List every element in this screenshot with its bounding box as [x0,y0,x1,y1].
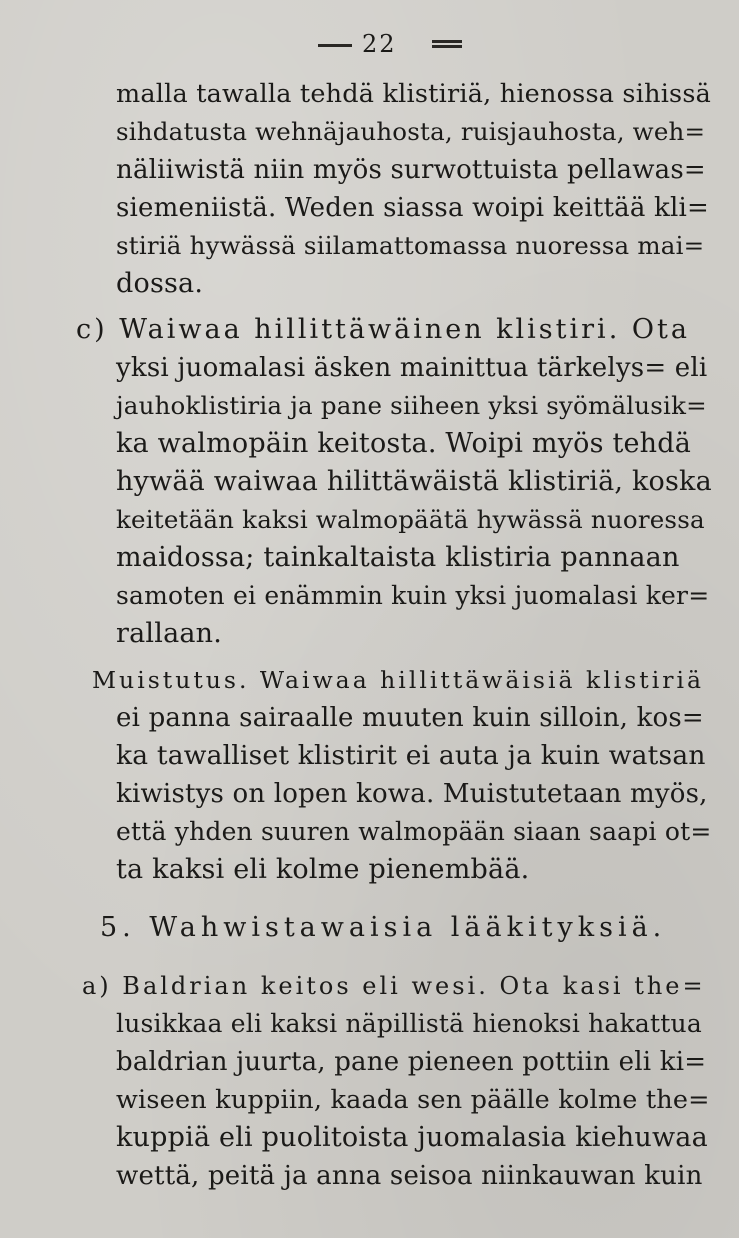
header-rule-right [432,40,462,48]
text-line: näliiwistä niin myös surwottuista pellawas= [116,155,706,185]
text-line: malla tawalla tehdä klistiriä, hienossa sihissä [116,79,712,109]
page-number: 22 [362,30,397,58]
text-line: yksi juomalasi äsken mainittua tärkelys= eli [116,353,708,383]
note-heading-line: Muistutus. Waiwaa hillittäwäisiä klistiriä [92,666,705,694]
text-line: hywää waiwaa hilittäwäistä klistiriä, koska [116,466,712,497]
text-line: siemeniistä. Weden siassa woipi keittää kli= [116,193,709,223]
section-5-heading: 5. Wahwistawaisia lääkityksiä. [100,912,667,943]
text-line: keitetään kaksi walmopäätä hywässä nuoressa [116,505,705,534]
text-line: kiwistys on lopen kowa. Muistutetaan myös, [116,779,708,809]
text-line: rallaan. [116,618,223,649]
text-line: baldrian juurta, pane pieneen pottiin eli ki= [116,1047,707,1077]
text-line: wettä, peitä ja anna seisoa niinkauwan kuin [116,1161,703,1191]
text-line: samoten ei enämmin kuin yksi juomalasi ker= [116,581,710,610]
header-rule-left [318,44,352,47]
text-line: sihdatusta wehnäjauhosta, ruisjauhosta, weh= [116,117,706,146]
text-line: ka tawalliset klistirit ei auta ja kuin watsan [116,740,706,771]
section-a-heading-line: a) Baldrian keitos eli wesi. Ota kasi the= [82,972,706,1000]
text-line: wiseen kuppiin, kaada sen päälle kolme the= [116,1085,710,1115]
section-c-heading-line: c) Waiwaa hillittäwäinen klistiri. Ota [76,314,690,345]
text-line: ta kaksi eli kolme pienembää. [116,854,530,885]
text-line: ei panna sairaalle muuten kuin silloin, kos= [116,703,704,733]
text-line: dossa. [116,268,204,299]
text-line: jauhoklistiria ja pane siiheen yksi syömälusik= [116,391,707,420]
text-line: lusikkaa eli kaksi näpillistä hienoksi hakattua [116,1009,702,1038]
page-header [0,30,739,60]
text-line: maidossa; tainkaltaista klistiria pannaan [116,542,680,573]
text-line: ka walmopäin keitosta. Woipi myös tehdä [116,428,692,459]
text-line: että yhden suuren walmopään siaan saapi ot= [116,817,712,846]
text-line: stiriä hywässä siilamattomassa nuoressa mai= [116,231,705,260]
text-line: kuppiä eli puolitoista juomalasia kiehuwaa [116,1122,708,1153]
